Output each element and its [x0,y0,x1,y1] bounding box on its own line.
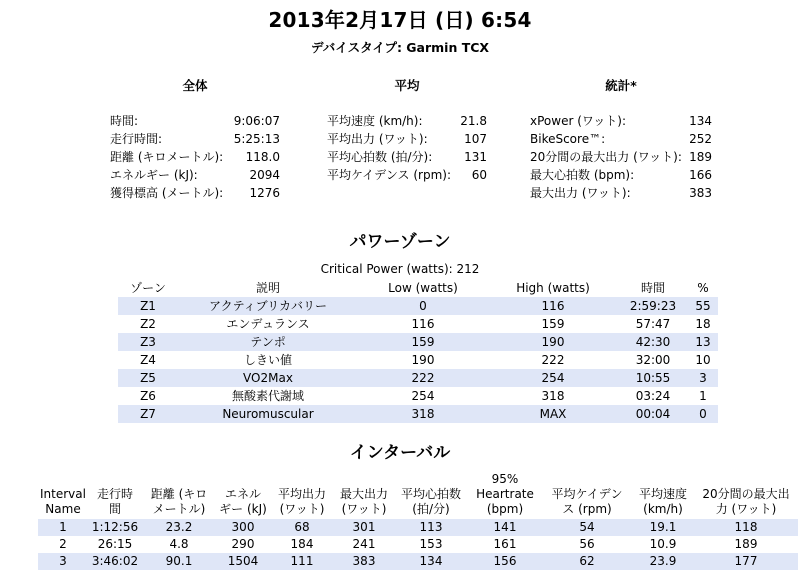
intervals-col-max-power: 最大出力 (ワット) [339,487,388,516]
interval-cell: 54 [542,519,632,536]
zone-low: 222 [358,369,488,387]
zone-id: Z7 [118,405,178,423]
intervals-col-energy: エネル ギー (kJ) [219,487,267,516]
interval-cell: 301 [334,519,394,536]
zone-time: 03:24 [635,389,671,403]
interval-cell: 177 [694,553,798,570]
stats-row [530,130,712,148]
zone-low: 0 [358,297,488,315]
interval-cell: 62 [542,553,632,570]
interval-cell: 23.2 [142,519,216,536]
overall-label: 走行時間: [110,132,163,146]
average-row [327,148,487,166]
zone-high: 254 [488,369,618,387]
average-label: 平均ケイデンス (rpm): [327,168,452,182]
zone-id: Z5 [118,369,178,387]
intervals-col-20min-power: 20分間の最大出 力 (ワット) [702,487,790,516]
interval-cell: 1504 [216,553,270,570]
average-label: 平均出力 (ワット): [327,132,428,146]
interval-cell: 68 [270,519,334,536]
interval-cell: 4.8 [169,537,189,551]
zone-description: エンデュランス [226,317,310,331]
overall-value: 5:25:13 [233,132,280,146]
interval-cell: 90.1 [142,553,216,570]
average-label: 平均心拍数 (拍/分): [327,150,433,164]
interval-cell: 1:12:56 [88,519,142,536]
average-value: 21.8 [460,114,487,128]
zone-high: 222 [541,353,565,367]
zone-description: テンポ [178,333,358,351]
interval-cell: 10.9 [649,537,677,551]
intervals-col-avg-speed: 平均速度 (km/h) [638,487,687,516]
interval-row [38,553,798,570]
zone-time: 00:04 [618,405,688,423]
stats-label: 最大出力 (ワット): [530,186,631,200]
overall-row [110,112,280,130]
stats-label: 最大心拍数 (bpm): [530,168,635,182]
stats-table [530,112,712,202]
average-section [327,76,487,184]
zone-time: 57:47 [635,317,671,331]
interval-cell: 23.9 [632,553,694,570]
interval-cell: 300 [216,519,270,536]
zone-row [118,369,718,387]
zone-high: 190 [488,333,618,351]
zone-low: 254 [411,389,435,403]
zone-high: MAX [488,405,618,423]
interval-cell: 156 [468,553,542,570]
zone-low: 116 [411,317,435,331]
overall-label: エネルギー (kJ): [110,168,198,182]
zone-id: Z6 [140,389,156,403]
zone-percent: 13 [688,333,718,351]
interval-cell: 383 [334,553,394,570]
interval-row [38,519,798,536]
device-type: デバイスタイプ: Garmin TCX [310,40,490,55]
overall-label: 獲得標高 (メートル): [110,186,224,200]
interval-cell: 184 [290,537,314,551]
overall-row [110,148,280,166]
intervals-col-avg-cadence: 平均ケイデン ス (rpm) [551,487,623,516]
interval-cell: 290 [231,537,255,551]
overall-row [110,184,280,202]
interval-cell: 113 [394,519,468,536]
average-label: 平均速度 (km/h): [327,114,423,128]
zone-id: Z1 [118,297,178,315]
zone-percent: 3 [688,369,718,387]
overall-value: 2094 [249,168,280,182]
zones-col-high: High (watts) [516,281,590,295]
zone-high: 318 [541,389,565,403]
interval-cell: 111 [270,553,334,570]
stats-value: 134 [689,114,712,128]
zone-description: 無酸素代謝域 [231,389,304,403]
interval-cell: 3:46:02 [88,553,142,570]
zone-percent: 10 [695,353,711,367]
average-value: 60 [471,168,487,182]
intervals-heading: インターバル [349,443,451,463]
zone-row [118,297,718,315]
zone-description: VO2Max [178,369,358,387]
stats-label: BikeScore™: [530,132,606,146]
intervals-col-avg-hr: 平均心拍数 (拍/分) [400,487,461,516]
stats-row [530,148,712,166]
intervals-col-avg-power: 平均出力 (ワット) [277,487,326,516]
interval-cell: 19.1 [632,519,694,536]
intervals-table [38,472,798,570]
interval-row [38,536,798,553]
zones-col-percent: % [697,281,709,295]
average-value: 131 [464,150,487,164]
critical-power: Critical Power (watts): 212 [320,262,480,276]
zone-row [118,405,718,423]
stats-label: 20分間の最大出力 (ワット): [530,150,682,164]
interval-cell: 153 [419,537,443,551]
overall-section [110,76,280,202]
average-table [327,112,487,184]
zone-description: Neuromuscular [178,405,358,423]
zone-percent: 0 [688,405,718,423]
interval-cell: 118 [694,519,798,536]
interval-cell: 189 [734,537,758,551]
stats-row [530,112,712,130]
interval-cell: 241 [352,537,376,551]
interval-cell: 1 [38,519,88,536]
intervals-col-moving-time: 走行時 間 [96,487,133,516]
average-row [327,112,487,130]
zone-id: Z3 [118,333,178,351]
power-zones-heading: パワーゾーン [349,232,451,252]
average-row [327,166,487,184]
zones-col-low: Low (watts) [388,281,458,295]
zone-id: Z2 [140,317,156,331]
zone-description: しきい値 [243,353,292,367]
zone-percent: 1 [699,389,707,403]
overall-value: 1276 [249,186,280,200]
zone-percent: 18 [695,317,711,331]
zones-col-zone: ゾーン [130,281,166,295]
zones-header-row [118,279,718,297]
zone-low: 190 [411,353,435,367]
average-heading: 平均 [394,78,420,93]
zone-row [118,351,718,369]
zone-time: 10:55 [618,369,688,387]
stats-value: 252 [689,132,712,146]
stats-value: 166 [689,168,712,182]
stats-heading: 統計* [605,78,637,93]
zone-low: 159 [358,333,488,351]
overall-table [110,112,280,202]
stats-row [530,184,712,202]
zone-row [118,333,718,351]
stats-value: 189 [689,150,712,164]
overall-row [110,166,280,184]
zone-time: 32:00 [635,353,671,367]
intervals-col-name: Interval Name [40,487,86,516]
intervals-col-95-hr: 95% Heartrate (bpm) [476,472,534,516]
stats-row [530,166,712,184]
average-row [327,130,487,148]
interval-cell: 56 [579,537,595,551]
zone-row [118,315,718,333]
intervals-col-distance: 距離 (キロ メートル) [150,487,208,516]
zone-low: 318 [358,405,488,423]
overall-value: 9:06:07 [233,114,280,128]
intervals-header-row [38,472,798,519]
ride-title: 2013年2月17日 (日) 6:54 [268,8,532,32]
power-zones-table [118,279,718,423]
overall-value: 118.0 [245,150,280,164]
overall-heading: 全体 [182,78,208,93]
zone-time: 2:59:23 [618,297,688,315]
overall-label: 距離 (キロメートル): [110,150,224,164]
overall-row [110,130,280,148]
zone-row [118,387,718,405]
stats-label: xPower (ワット): [530,114,627,128]
average-value: 107 [464,132,487,146]
zone-description: アクティブリカバリー [178,297,358,315]
stats-section [530,76,712,202]
zones-col-time: 時間 [640,281,665,295]
interval-cell: 134 [394,553,468,570]
interval-cell: 2 [59,537,67,551]
zone-id: Z4 [140,353,156,367]
zone-high: 159 [541,317,565,331]
zone-percent: 55 [688,297,718,315]
stats-value: 383 [689,186,712,200]
zone-high: 116 [488,297,618,315]
overall-label: 時間: [110,114,139,128]
zones-col-description: 説明 [255,281,280,295]
interval-cell: 26:15 [97,537,133,551]
interval-cell: 161 [493,537,517,551]
interval-cell: 141 [468,519,542,536]
zone-time: 42:30 [618,333,688,351]
interval-cell: 3 [38,553,88,570]
